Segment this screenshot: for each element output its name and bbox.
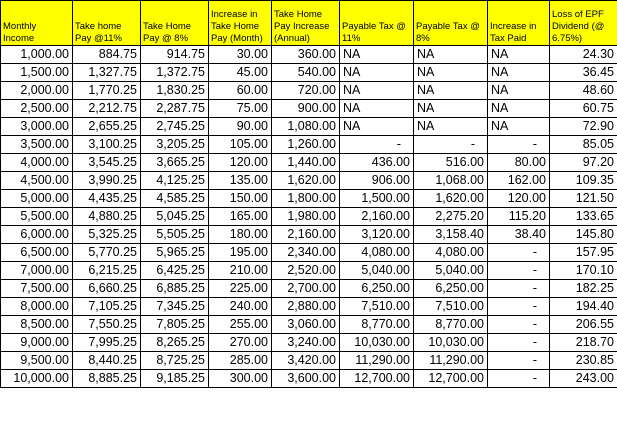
cell-payable-tax-11: NA (340, 118, 414, 136)
table-row (1, 82, 617, 100)
cell-payable-tax-8: 12,700.00 (414, 370, 488, 388)
cell-payable-tax-8: 10,030.00 (414, 334, 488, 352)
cell-increase-tax: 80.00 (488, 154, 550, 172)
cell-increase-annual: 2,520.00 (272, 262, 340, 280)
cell-epf-loss: 145.80 (550, 226, 617, 244)
cell-take-home-11: 5,325.25 (73, 226, 141, 244)
cell-increase-month: 150.00 (209, 190, 272, 208)
cell-monthly-income: 6,500.00 (1, 244, 73, 262)
cell-increase-month: 45.00 (209, 64, 272, 82)
header-increase-annual: Take Home Pay Increase (Annual) (272, 1, 340, 46)
cell-increase-annual: 3,600.00 (272, 370, 340, 388)
cell-take-home-11: 8,885.25 (73, 370, 141, 388)
cell-epf-loss: 85.05 (550, 136, 617, 154)
cell-payable-tax-11: NA (340, 64, 414, 82)
cell-payable-tax-8: 8,770.00 (414, 316, 488, 334)
table-body (1, 46, 617, 388)
cell-increase-tax: NA (488, 82, 550, 100)
cell-take-home-11: 1,327.75 (73, 64, 141, 82)
cell-increase-annual: 1,980.00 (272, 208, 340, 226)
cell-take-home-11: 3,990.25 (73, 172, 141, 190)
cell-take-home-11: 5,770.25 (73, 244, 141, 262)
cell-epf-loss: 133.65 (550, 208, 617, 226)
cell-increase-tax: - (488, 280, 550, 298)
cell-epf-loss: 230.85 (550, 352, 617, 370)
cell-increase-month: 225.00 (209, 280, 272, 298)
cell-take-home-11: 3,545.25 (73, 154, 141, 172)
cell-increase-annual: 1,620.00 (272, 172, 340, 190)
table-row (1, 370, 617, 388)
cell-payable-tax-8: NA (414, 100, 488, 118)
cell-increase-month: 60.00 (209, 82, 272, 100)
header-increase-month: Increase in Take Home Pay (Month) (209, 1, 272, 46)
cell-take-home-8: 5,045.25 (141, 208, 209, 226)
cell-increase-tax: NA (488, 100, 550, 118)
cell-increase-tax: NA (488, 118, 550, 136)
cell-increase-tax: NA (488, 46, 550, 64)
cell-take-home-8: 8,265.25 (141, 334, 209, 352)
cell-epf-loss: 121.50 (550, 190, 617, 208)
cell-increase-tax: - (488, 262, 550, 280)
cell-payable-tax-8: - (414, 136, 488, 154)
cell-increase-month: 285.00 (209, 352, 272, 370)
cell-payable-tax-8: 3,158.40 (414, 226, 488, 244)
table-row (1, 64, 617, 82)
cell-increase-tax: 38.40 (488, 226, 550, 244)
header-epf-loss: Loss of EPF Dividend (@ 6.75%) (550, 1, 617, 46)
cell-monthly-income: 7,000.00 (1, 262, 73, 280)
header-payable-tax-11: Payable Tax @ 11% (340, 1, 414, 46)
cell-take-home-8: 4,585.25 (141, 190, 209, 208)
cell-increase-tax: - (488, 316, 550, 334)
table-row (1, 280, 617, 298)
header-row (1, 1, 617, 46)
cell-increase-month: 135.00 (209, 172, 272, 190)
cell-increase-tax: NA (488, 64, 550, 82)
cell-monthly-income: 8,500.00 (1, 316, 73, 334)
cell-increase-tax: - (488, 136, 550, 154)
cell-payable-tax-8: 7,510.00 (414, 298, 488, 316)
cell-payable-tax-11: 1,500.00 (340, 190, 414, 208)
cell-monthly-income: 1,000.00 (1, 46, 73, 64)
cell-payable-tax-11: NA (340, 46, 414, 64)
cell-take-home-11: 7,995.25 (73, 334, 141, 352)
table-row (1, 118, 617, 136)
cell-take-home-11: 2,212.75 (73, 100, 141, 118)
cell-increase-annual: 1,080.00 (272, 118, 340, 136)
cell-monthly-income: 4,000.00 (1, 154, 73, 172)
cell-increase-annual: 360.00 (272, 46, 340, 64)
cell-epf-loss: 60.75 (550, 100, 617, 118)
cell-increase-tax: - (488, 298, 550, 316)
cell-payable-tax-8: 1,620.00 (414, 190, 488, 208)
cell-take-home-8: 8,725.25 (141, 352, 209, 370)
cell-payable-tax-8: 1,068.00 (414, 172, 488, 190)
cell-take-home-11: 1,770.25 (73, 82, 141, 100)
cell-payable-tax-11: 3,120.00 (340, 226, 414, 244)
cell-increase-month: 120.00 (209, 154, 272, 172)
cell-payable-tax-8: NA (414, 118, 488, 136)
cell-epf-loss: 36.45 (550, 64, 617, 82)
cell-monthly-income: 1,500.00 (1, 64, 73, 82)
cell-epf-loss: 170.10 (550, 262, 617, 280)
cell-payable-tax-11: 8,770.00 (340, 316, 414, 334)
table-row (1, 100, 617, 118)
cell-payable-tax-11: 5,040.00 (340, 262, 414, 280)
cell-take-home-8: 6,885.25 (141, 280, 209, 298)
cell-payable-tax-8: NA (414, 64, 488, 82)
cell-take-home-11: 8,440.25 (73, 352, 141, 370)
cell-monthly-income: 2,000.00 (1, 82, 73, 100)
cell-increase-tax: 162.00 (488, 172, 550, 190)
cell-monthly-income: 7,500.00 (1, 280, 73, 298)
cell-increase-month: 270.00 (209, 334, 272, 352)
cell-epf-loss: 97.20 (550, 154, 617, 172)
cell-increase-month: 75.00 (209, 100, 272, 118)
cell-take-home-11: 7,550.25 (73, 316, 141, 334)
cell-increase-tax: 120.00 (488, 190, 550, 208)
cell-take-home-11: 884.75 (73, 46, 141, 64)
cell-monthly-income: 3,500.00 (1, 136, 73, 154)
cell-increase-month: 180.00 (209, 226, 272, 244)
cell-payable-tax-11: 2,160.00 (340, 208, 414, 226)
table-row (1, 172, 617, 190)
cell-increase-annual: 2,700.00 (272, 280, 340, 298)
cell-take-home-8: 1,372.75 (141, 64, 209, 82)
cell-payable-tax-8: 6,250.00 (414, 280, 488, 298)
cell-payable-tax-11: 10,030.00 (340, 334, 414, 352)
cell-take-home-11: 6,215.25 (73, 262, 141, 280)
cell-increase-annual: 720.00 (272, 82, 340, 100)
cell-monthly-income: 3,000.00 (1, 118, 73, 136)
cell-monthly-income: 9,500.00 (1, 352, 73, 370)
cell-increase-tax: - (488, 244, 550, 262)
cell-take-home-11: 7,105.25 (73, 298, 141, 316)
cell-take-home-8: 914.75 (141, 46, 209, 64)
cell-epf-loss: 182.25 (550, 280, 617, 298)
cell-take-home-11: 4,880.25 (73, 208, 141, 226)
cell-epf-loss: 243.00 (550, 370, 617, 388)
header-increase-tax: Increase in Tax Paid (488, 1, 550, 46)
cell-payable-tax-8: NA (414, 46, 488, 64)
cell-monthly-income: 6,000.00 (1, 226, 73, 244)
table-row (1, 190, 617, 208)
cell-epf-loss: 109.35 (550, 172, 617, 190)
cell-increase-annual: 540.00 (272, 64, 340, 82)
cell-monthly-income: 2,500.00 (1, 100, 73, 118)
cell-take-home-8: 6,425.25 (141, 262, 209, 280)
cell-increase-month: 165.00 (209, 208, 272, 226)
cell-epf-loss: 194.40 (550, 298, 617, 316)
cell-take-home-8: 1,830.25 (141, 82, 209, 100)
cell-payable-tax-11: 12,700.00 (340, 370, 414, 388)
cell-monthly-income: 5,500.00 (1, 208, 73, 226)
cell-payable-tax-11: 4,080.00 (340, 244, 414, 262)
cell-monthly-income: 4,500.00 (1, 172, 73, 190)
cell-payable-tax-8: 516.00 (414, 154, 488, 172)
cell-payable-tax-8: 2,275.20 (414, 208, 488, 226)
table-row (1, 244, 617, 262)
table-row (1, 352, 617, 370)
cell-payable-tax-8: 5,040.00 (414, 262, 488, 280)
cell-payable-tax-11: - (340, 136, 414, 154)
cell-take-home-11: 6,660.25 (73, 280, 141, 298)
cell-increase-annual: 3,240.00 (272, 334, 340, 352)
cell-take-home-11: 4,435.25 (73, 190, 141, 208)
cell-payable-tax-8: 4,080.00 (414, 244, 488, 262)
cell-increase-tax: - (488, 334, 550, 352)
cell-payable-tax-8: NA (414, 82, 488, 100)
cell-increase-month: 300.00 (209, 370, 272, 388)
cell-epf-loss: 72.90 (550, 118, 617, 136)
cell-take-home-8: 5,505.25 (141, 226, 209, 244)
cell-increase-month: 240.00 (209, 298, 272, 316)
header-payable-tax-8: Payable Tax @ 8% (414, 1, 488, 46)
table-row (1, 298, 617, 316)
cell-monthly-income: 8,000.00 (1, 298, 73, 316)
cell-payable-tax-11: 906.00 (340, 172, 414, 190)
cell-increase-month: 210.00 (209, 262, 272, 280)
table-row (1, 316, 617, 334)
cell-increase-annual: 1,800.00 (272, 190, 340, 208)
cell-take-home-8: 7,345.25 (141, 298, 209, 316)
cell-increase-annual: 2,880.00 (272, 298, 340, 316)
cell-increase-month: 30.00 (209, 46, 272, 64)
cell-increase-annual: 3,060.00 (272, 316, 340, 334)
cell-increase-annual: 2,340.00 (272, 244, 340, 262)
cell-epf-loss: 206.55 (550, 316, 617, 334)
cell-monthly-income: 9,000.00 (1, 334, 73, 352)
cell-take-home-11: 2,655.25 (73, 118, 141, 136)
table-row (1, 136, 617, 154)
cell-increase-annual: 3,420.00 (272, 352, 340, 370)
cell-take-home-8: 2,287.75 (141, 100, 209, 118)
cell-take-home-8: 5,965.25 (141, 244, 209, 262)
cell-payable-tax-11: 6,250.00 (340, 280, 414, 298)
cell-payable-tax-11: 7,510.00 (340, 298, 414, 316)
table-row (1, 208, 617, 226)
cell-epf-loss: 48.60 (550, 82, 617, 100)
cell-payable-tax-11: 11,290.00 (340, 352, 414, 370)
header-monthly-income: Monthly Income (1, 1, 73, 46)
table-row (1, 46, 617, 64)
cell-increase-tax: - (488, 370, 550, 388)
cell-increase-month: 90.00 (209, 118, 272, 136)
cell-epf-loss: 157.95 (550, 244, 617, 262)
cell-monthly-income: 10,000.00 (1, 370, 73, 388)
cell-take-home-8: 3,205.25 (141, 136, 209, 154)
cell-increase-month: 105.00 (209, 136, 272, 154)
table-row (1, 226, 617, 244)
cell-take-home-11: 3,100.25 (73, 136, 141, 154)
cell-payable-tax-8: 11,290.00 (414, 352, 488, 370)
cell-increase-tax: - (488, 352, 550, 370)
cell-increase-annual: 900.00 (272, 100, 340, 118)
cell-monthly-income: 5,000.00 (1, 190, 73, 208)
cell-take-home-8: 7,805.25 (141, 316, 209, 334)
cell-take-home-8: 2,745.25 (141, 118, 209, 136)
cell-increase-annual: 1,440.00 (272, 154, 340, 172)
table-row (1, 262, 617, 280)
cell-increase-annual: 2,160.00 (272, 226, 340, 244)
cell-increase-tax: 115.20 (488, 208, 550, 226)
cell-take-home-8: 9,185.25 (141, 370, 209, 388)
cell-increase-month: 255.00 (209, 316, 272, 334)
cell-take-home-8: 4,125.25 (141, 172, 209, 190)
cell-payable-tax-11: NA (340, 100, 414, 118)
header-take-home-8: Take Home Pay @ 8% (141, 1, 209, 46)
cell-increase-month: 195.00 (209, 244, 272, 262)
cell-take-home-8: 3,665.25 (141, 154, 209, 172)
table-row (1, 154, 617, 172)
table-row (1, 334, 617, 352)
cell-epf-loss: 218.70 (550, 334, 617, 352)
header-take-home-11: Take home Pay @11% (73, 1, 141, 46)
cell-epf-loss: 24.30 (550, 46, 617, 64)
cell-increase-annual: 1,260.00 (272, 136, 340, 154)
cell-payable-tax-11: NA (340, 82, 414, 100)
cell-payable-tax-11: 436.00 (340, 154, 414, 172)
